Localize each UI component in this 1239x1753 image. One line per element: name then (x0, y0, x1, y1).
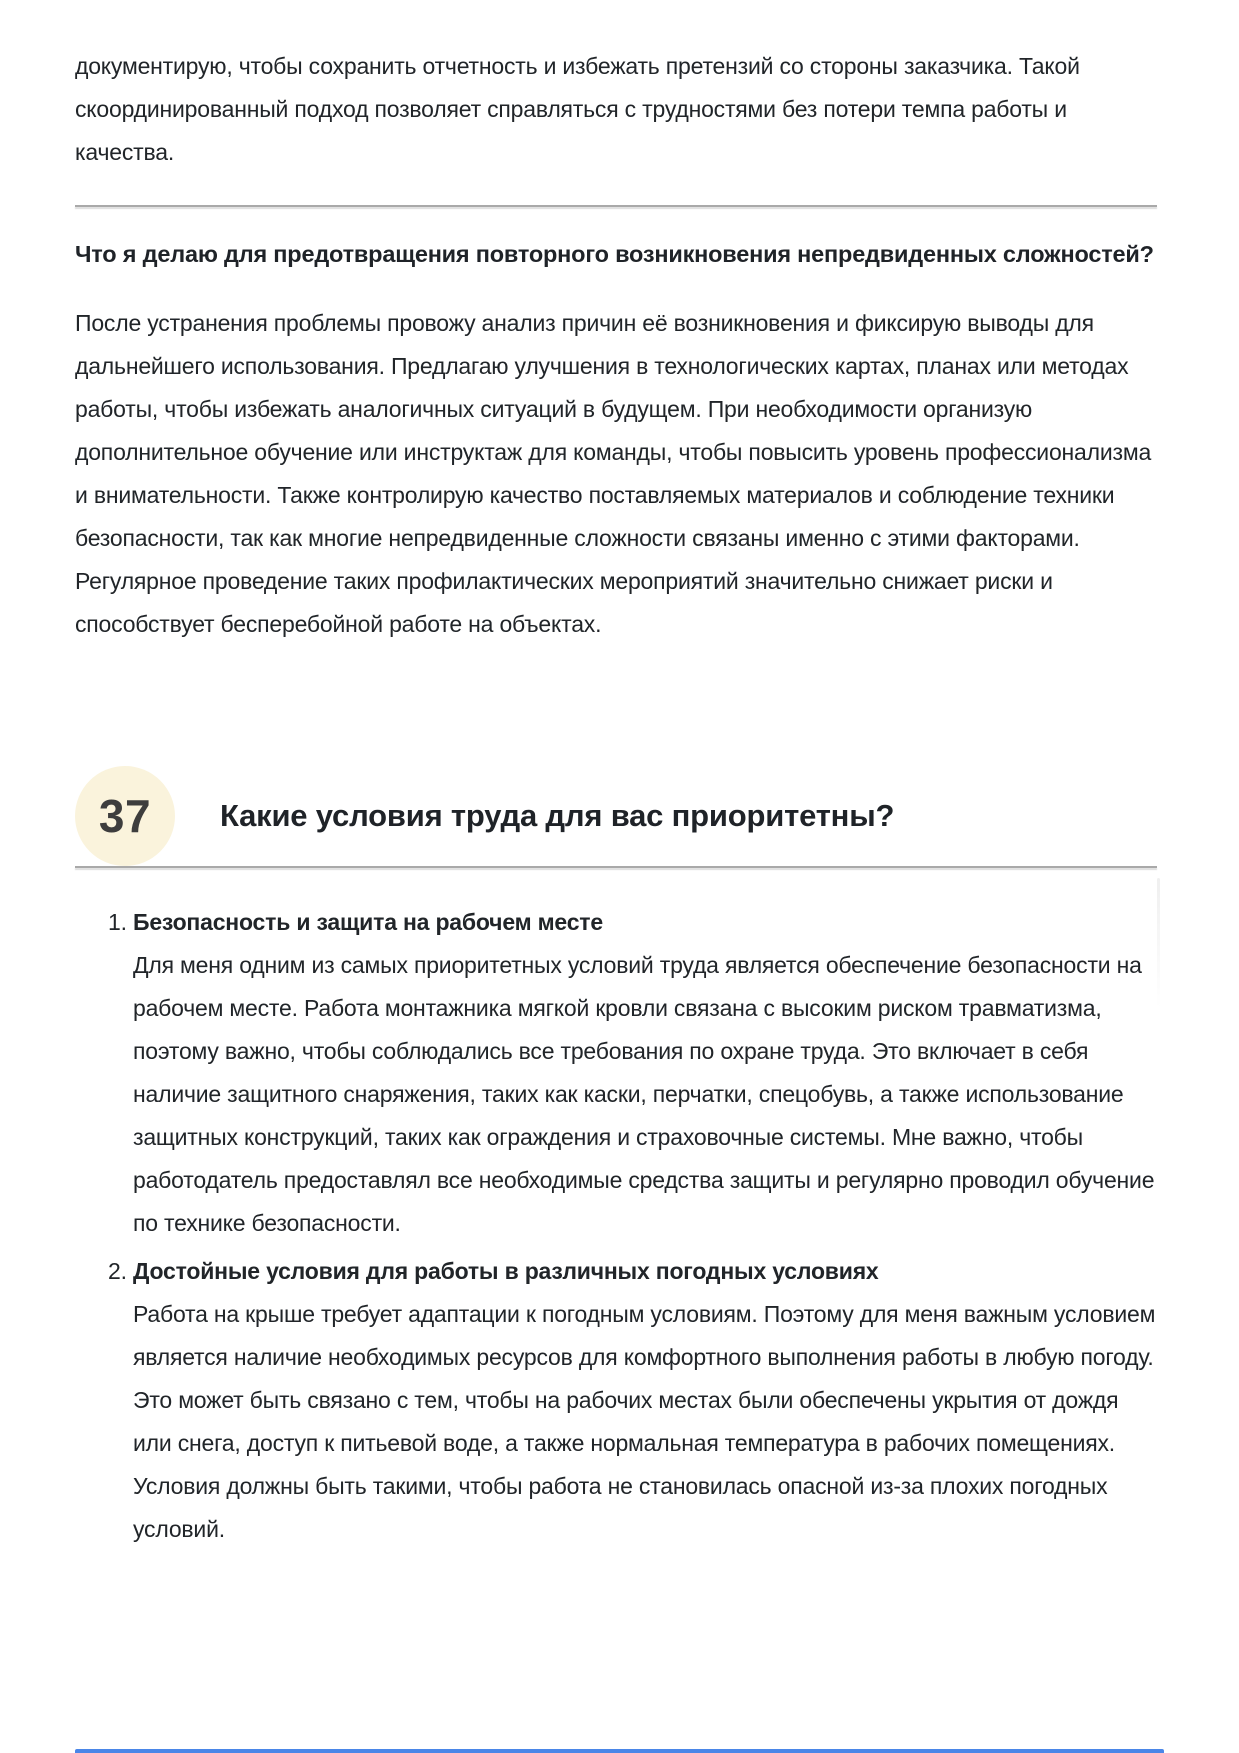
card-right-edge (1157, 878, 1160, 1008)
question-number-badge (75, 766, 175, 866)
intro-paragraph: документирую, чтобы сохранить отчетность и избежать претензий со стороны заказчика. Такой скоординированный подход позволяет справляться с трудностями без потери темпа работы и качества. (75, 53, 1080, 165)
list-item-body: Работа на крыше требует адаптации к погодным условиям. Поэтому для меня важным условием является наличие необходимых ресурсов для комфортного выполнения работы в любую погоду. Это может быть связано с тем, чтобы на рабочих местах были обеспечены укрытия от дождя или снега, доступ к питьевой воде, а также нормальная температура в рабочих помещениях. Условия должны быть такими, чтобы работа не становилась опасной из-за плохих погодных условий. (133, 1301, 1156, 1542)
question-number: 37 (98, 790, 152, 842)
priorities-list (75, 901, 1157, 1551)
prevention-paragraph: После устранения проблемы провожу анализ причин её возникновения и фиксирую выводы для дальнейшего использования. Предлагаю улучшения в технологических картах, планах или методах работы, чтобы избежать аналогичных ситуаций в будущем. При необходимости организую дополнительное обучение или инструктаж для команды, чтобы повысить уровень профессионализма и внимательности. Также контролирую качество поставляемых материалов и соблюдение техники безопасности, так как многие непредвиденные сложности связаны именно с этими факторами. Регулярное проведение таких профилактических мероприятий значительно снижает риски и способствует бесперебойной работе на объектах. (75, 310, 1152, 637)
prevention-heading: Что я делаю для предотвращения повторного возникновения непредвиденных сложностей? (75, 241, 1154, 267)
question-divider (75, 866, 1157, 868)
list-item-body: Для меня одним из самых приоритетных условий труда является обеспечение безопасности на рабочем месте. Работа монтажника мягкой кровли связана с высоким риском травматизма, поэтому важно, чтобы соблюдались все требования по охране труда. Это включает в себя наличие защитного снаряжения, таких как каски, перчатки, спецобувь, а также использование защитных конструкций, таких как ограждения и страховочные системы. Мне важно, чтобы работодатель предоставлял все необходимые средства защиты и регулярно проводил обучение по технике безопасности. (133, 952, 1155, 1236)
list-item (133, 1250, 1157, 1551)
next-section-top-border (75, 1749, 1164, 1753)
list-item (133, 901, 1157, 1245)
question-header (75, 766, 1157, 866)
question-title: Какие условия труда для вас приоритетны? (220, 798, 895, 833)
list-item-title: 1. Безопасность и защита на рабочем месте (133, 909, 603, 935)
section-divider (75, 205, 1157, 207)
list-item-title: 2. Достойные условия для работы в различных погодных условиях (133, 1258, 879, 1284)
